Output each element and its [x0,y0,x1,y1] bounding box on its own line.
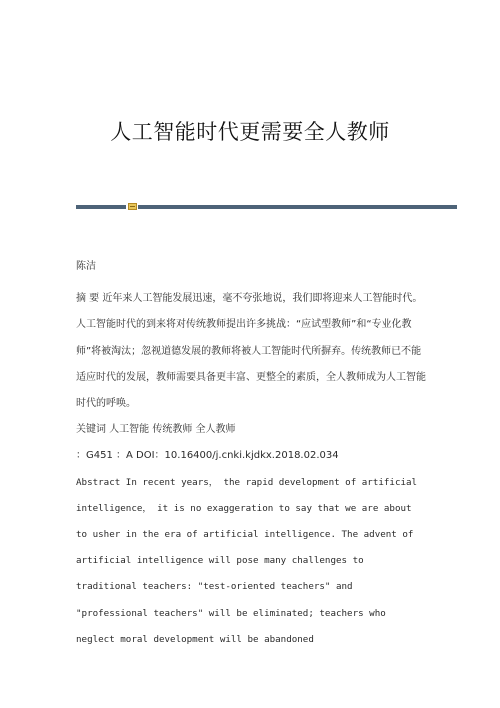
document-body [76,254,428,653]
classification-doi: ：G451 ：A DOI：10.16400/j.cnki.kjdkx.2018.02.034 [76,450,339,462]
author-name: 陈洁 [76,261,96,272]
abstract-chinese: 摘 要 近年来人工智能发展迅速，毫不夸张地说，我们即将迎来人工智能时代。人工智能时代的到来将对传统教师提出许多挑战：“应试型教师”和“专业化教师”将被淘汰；忽视道德发展的教师将被人工智能时代所摒弃。传统教师已不能适应时代的发展，教师需要具备更丰富、更整全的素质，全人教师成为人工智能时代的呼唤。 [76,293,426,410]
abstract-english: Abstract In recent years， the rapid development of artificial intelligence， it is no exaggeration to say that we are about to usher in the era of artificial intelligence. The advent of artificial intelligence will pose many challenges to traditional teachers: "test-oriented teachers" and "professional teachers" will be eliminated; teachers who neglect moral development will be abandoned [76,476,418,645]
title-divider [76,203,457,211]
keywords: 关键词 人工智能 传统教师 全人教师 [76,424,236,436]
book-icon [128,203,137,210]
divider-line-right [138,205,457,209]
divider-line-left [76,205,126,209]
document-title: 人工智能时代更需要全人教师 [110,120,390,144]
